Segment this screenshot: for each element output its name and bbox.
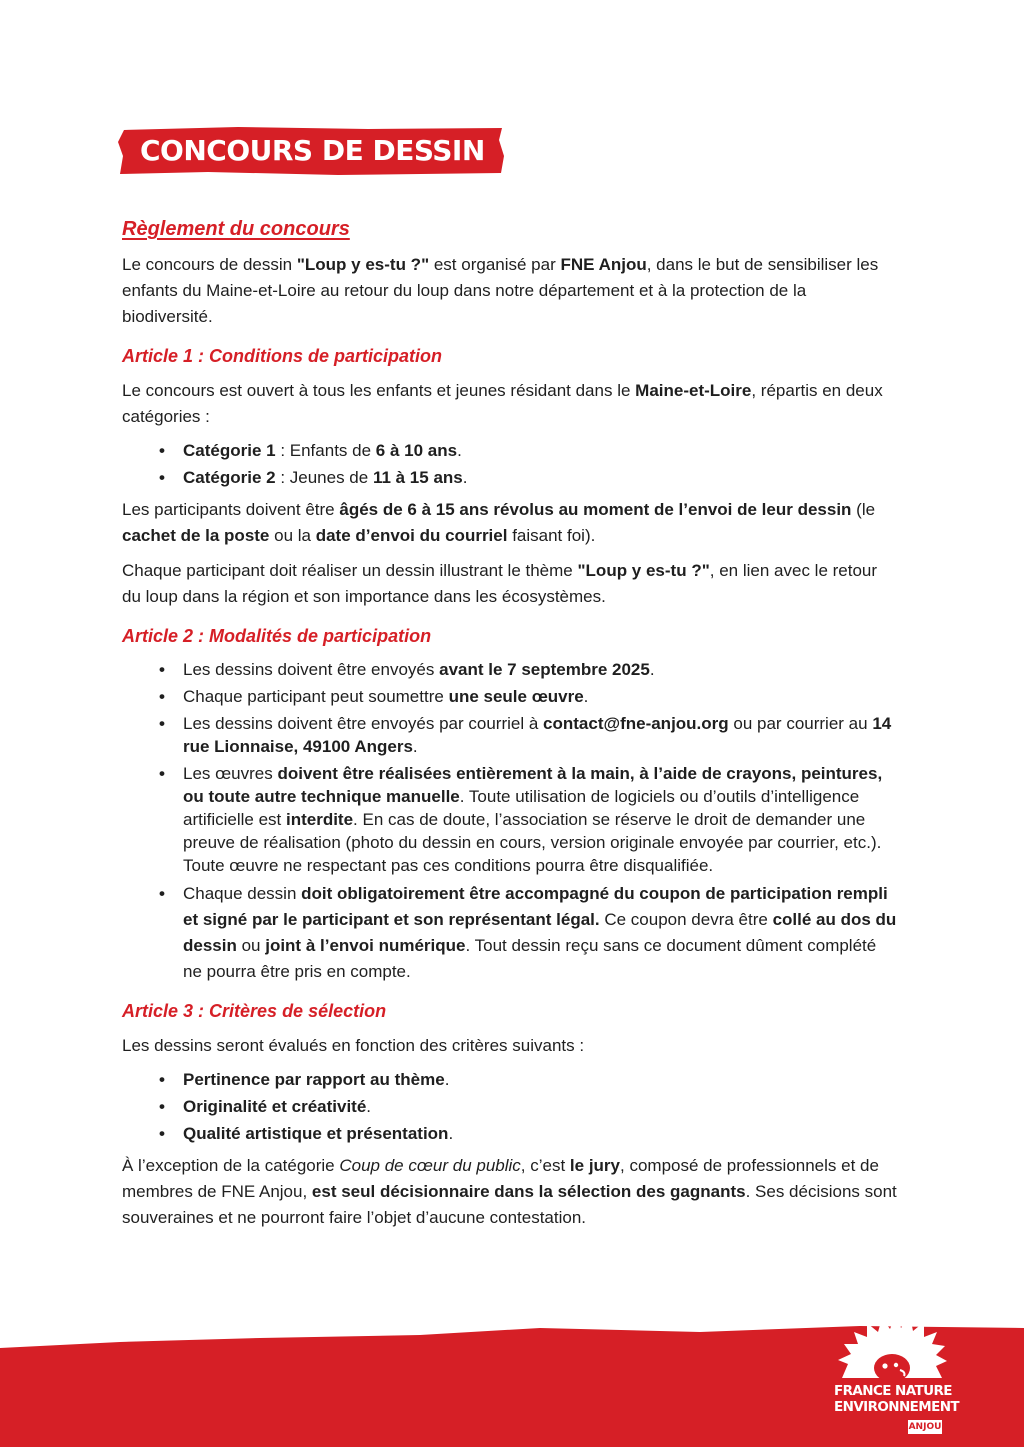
criteria-list (122, 1068, 898, 1145)
article-2-heading: Article 2 : Modalités de participation (122, 626, 432, 646)
page-title: CONCOURS DE DESSIN (140, 134, 485, 167)
hedgehog-icon (834, 1310, 950, 1382)
rules-heading: Règlement du concours (122, 218, 350, 240)
rules-content (122, 214, 898, 1240)
logo-line-1: FRANCE NATURE (834, 1383, 952, 1399)
age-paragraph: Les participants doivent être âgés de 6 à 15 ans révolus au moment de l’envoi de leur dessin (le cachet de la poste ou la date d’envoi du courriel faisant foi). (122, 500, 876, 545)
article-1-paragraph: Le concours est ouvert à tous les enfants et jeunes résidant dans le Maine-et-Loire, répartis en deux catégories : (122, 381, 883, 426)
logo-badge: ANJOU (908, 1422, 942, 1432)
list-item: • Les dessins doivent être envoyés par courriel à contact@fne-anjou.org ou par courrier au 14 rue Lionnaise, 49100 Angers. (183, 712, 898, 758)
logo-line-2: ENVIRONNEMENT (834, 1399, 960, 1415)
intro-paragraph: Le concours de dessin "Loup y es-tu ?" est organisé par FNE Anjou, dans le but de sensibiliser les enfants du Maine-et-Loire au retour du loup dans notre département et à la protection de la biodiversité. (122, 255, 879, 326)
list-item: • Les œuvres doivent être réalisées entièrement à la main, à l’aide de crayons, peintures, ou toute autre technique manuelle. Toute utilisation de logiciels ou d’outils d’intelligence artificielle est interdite. En cas de doute, l’association se réserve le droit de demander une preuve de réalisation (photo du dessin en cours, version originale envoyée par courrier, etc.). Toute œuvre ne respectant pas ces conditions pourra être disqualifiée. (183, 762, 898, 877)
list-item: • Originalité et créativité. (183, 1095, 898, 1118)
list-item: • Qualité artistique et présentation. (183, 1122, 898, 1145)
jury-paragraph: À l’exception de la catégorie Coup de cœur du public, c’est le jury, composé de professionnels et de membres de FNE Anjou, est seul décisionnaire dans la sélection des gagnants. Ses décisions sont souveraines et ne pourront faire l’objet d’aucune contestation. (122, 1156, 897, 1227)
article-3-heading: Article 3 : Critères de sélection (122, 1001, 387, 1021)
list-item: • Chaque dessin doit obligatoirement être accompagné du coupon de participation rempli et signé par le participant et son représentant légal. Ce coupon devra être collé au dos du dessin ou joint à l’envoi numérique. Tout dessin reçu sans ce document dûment complété ne pourra être pris en compte. (183, 881, 898, 985)
list-item: • Chaque participant peut soumettre une seule œuvre. (183, 685, 898, 708)
fne-anjou-logo (834, 1310, 960, 1436)
category-list (122, 439, 898, 489)
criteria-intro: Les dessins seront évalués en fonction des critères suivants : (122, 1036, 585, 1055)
modalities-list (122, 658, 898, 985)
title-banner (118, 126, 504, 176)
list-item: • Pertinence par rapport au thème. (183, 1068, 898, 1091)
list-item: • Catégorie 2 : Jeunes de 11 à 15 ans. (183, 466, 898, 489)
list-item: • Les dessins doivent être envoyés avant le 7 septembre 2025. (183, 658, 898, 681)
article-1-heading: Article 1 : Conditions de participation (122, 346, 443, 366)
theme-paragraph: Chaque participant doit réaliser un dessin illustrant le thème "Loup y es-tu ?", en lien avec le retour du loup dans la région et son importance dans les écosystèmes. (122, 561, 878, 606)
list-item: • Catégorie 1 : Enfants de 6 à 10 ans. (183, 439, 898, 462)
